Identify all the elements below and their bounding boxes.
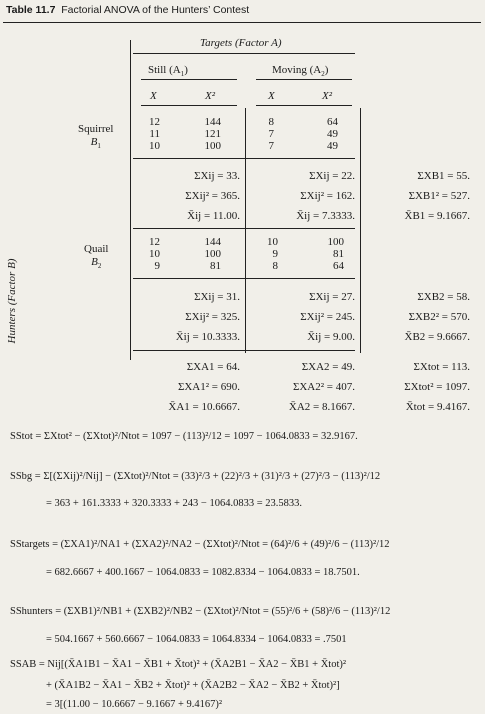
col-still-label: Still $(A_1)$: [148, 64, 188, 79]
squirrel-label: Squirrel $B_1$: [78, 123, 114, 151]
top-rule: [3, 22, 481, 23]
table-number: Table 11.7: [6, 4, 56, 16]
table-caption: [6, 4, 249, 17]
x2-head-moving: X²: [322, 90, 333, 102]
eq-sstargets: SStargets = (ΣXA1)²/NA1 + (ΣXA2)²/NA2 − (ΣXtot)²/Ntot = (64)²/6 + (49)²/6 − (113)²/12: [10, 539, 390, 550]
squirrel-sum-rule: [133, 228, 355, 229]
grand-totals: ΣXtot = 113. ΣXtot² = 1097. X̄tot = 9.4167.: [404, 361, 470, 413]
eq-sstargets-result: = 682.6667 + 400.1667 − 1064.0833 = 1082.8334 − 1064.0833 = 18.7501.: [46, 567, 360, 578]
quail-label: Quail $B_2$: [84, 243, 109, 271]
quail-still-sums: ΣXij = 31. ΣXij² = 325. X̄ij = 10.3333.: [175, 291, 240, 343]
quail-still-x2: 144 100 81: [204, 236, 221, 272]
table-title: Factorial ANOVA of the Hunters’ Contest: [61, 4, 250, 16]
squirrel-rule: [133, 158, 355, 159]
squirrel-moving-sums: ΣXij = 22. ΣXij² = 162. X̄ij = 7.3333.: [296, 170, 355, 222]
eq-ssab-line2: + (X̄A1B2 − X̄A1 − X̄B2 + X̄tot)² + (X̄A2B2 − X̄A2 − X̄B2 + X̄tot)²]: [46, 680, 340, 691]
col-a2-totals: ΣXA2 = 49. ΣXA2² = 407. X̄A2 = 8.1667.: [288, 361, 355, 413]
quail-row-sums: ΣXB2 = 58. ΣXB2² = 570. X̄B2 = 9.6667.: [404, 291, 470, 343]
left-rule: [130, 40, 131, 360]
eq-ssbg-result: = 363 + 161.3333 + 320.3333 + 243 − 1064.0833 = 23.5833.: [46, 498, 303, 509]
eq-ssbg: SSbg = Σ[(ΣXij)²/Nij] − (ΣXtot)²/Ntot = (33)²/3 + (22)²/3 + (31)²/3 + (27)²/3 − (113)²/12: [10, 471, 381, 482]
factor-a-label: Targets (Factor A): [200, 37, 282, 49]
quail-moving-x2: 100 81 64: [327, 236, 344, 272]
x2-head-still: X²: [205, 90, 216, 102]
still-rule-2: [141, 105, 237, 106]
eq-sshunters-result: = 504.1667 + 560.6667 − 1064.0833 = 1064.8334 − 1064.0833 = .7501: [46, 634, 347, 645]
eq-ssab-line3: = 3[(11.00 − 10.6667 − 9.1667 + 9.4167)²: [46, 699, 223, 710]
moving-rule: [256, 79, 352, 80]
squirrel-moving-x: 8 7 7: [268, 116, 274, 152]
quail-moving-sums: ΣXij = 27. ΣXij² = 245. X̄ij = 9.00.: [300, 291, 355, 343]
col-moving-label: Moving $(A_2)$: [272, 64, 329, 79]
quail-rule: [133, 278, 355, 279]
squirrel-still-x2: 144 121 100: [204, 116, 221, 152]
squirrel-still-x: 12 11 10: [149, 116, 160, 152]
eq-ssab-line1: SSAB = Nij[(X̄A1B1 − X̄A1 − X̄B1 + X̄tot)² + (X̄A2B1 − X̄A2 − X̄B1 + X̄tot)²: [10, 659, 347, 670]
x-head-still: X: [150, 90, 157, 102]
eq-sstot: SStot = ΣXtot² − (ΣXtot)²/Ntot = 1097 − (113)²/12 = 1097 − 1064.0833 = 32.9167.: [10, 431, 358, 442]
x-head-moving: X: [268, 90, 275, 102]
squirrel-moving-x2: 64 49 49: [327, 116, 338, 152]
factor-a-rule: [133, 53, 355, 54]
squirrel-row-sums: ΣXB1 = 55. ΣXB1² = 527. X̄B1 = 9.1667.: [404, 170, 470, 222]
right-rule: [360, 108, 361, 353]
moving-rule-2: [256, 105, 352, 106]
quail-moving-x: 10 9 8: [267, 236, 278, 272]
squirrel-still-sums: ΣXij = 33. ΣXij² = 365. X̄ij = 11.00.: [185, 170, 240, 222]
col-a1-totals: ΣXA1 = 64. ΣXA1² = 690. X̄A1 = 10.6667.: [168, 361, 240, 413]
middle-rule: [245, 108, 246, 353]
still-rule: [141, 79, 237, 80]
quail-sum-rule: [133, 350, 355, 351]
eq-sshunters: SShunters = (ΣXB1)²/NB1 + (ΣXB2)²/NB2 − (ΣXtot)²/Ntot = (55)²/6 + (58)²/6 − (113)²/12: [10, 606, 391, 617]
factor-b-label: Hunters (Factor B): [6, 258, 18, 344]
quail-still-x: 12 10 9: [149, 236, 160, 272]
